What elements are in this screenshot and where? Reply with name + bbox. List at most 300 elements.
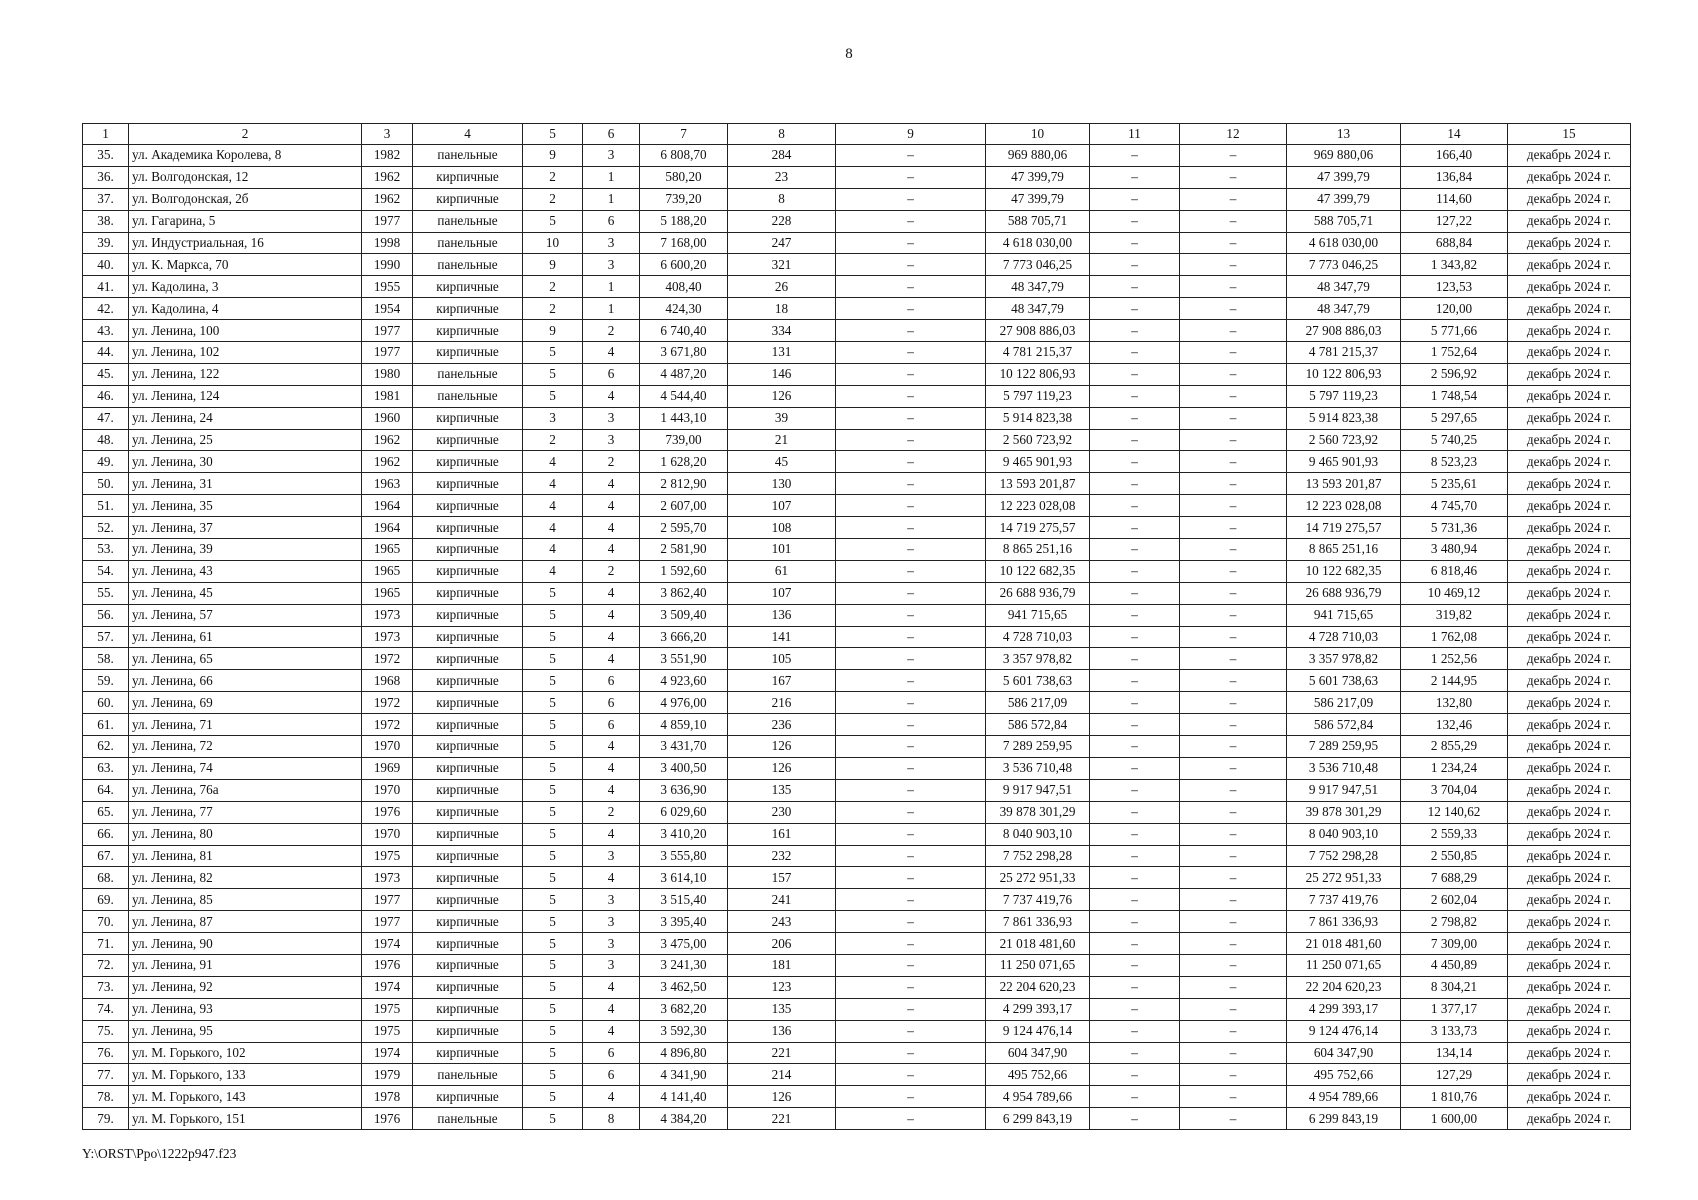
col12-cell: – [1180,823,1287,845]
residents-cell: 236 [728,714,836,736]
deadline-cell: декабрь 2024 г. [1508,648,1631,670]
fund-cost-cell: 4 618 030,00 [1287,232,1401,254]
year-cell: 1973 [362,626,413,648]
table-row [83,954,1631,976]
residents-cell: 232 [728,845,836,867]
deadline-cell: декабрь 2024 г. [1508,145,1631,167]
total-cost-cell: 39 878 301,29 [986,801,1090,823]
cost-per-sqm-cell: 132,80 [1401,692,1508,714]
floors-cell: 4 [523,473,583,495]
row-number-cell: 54. [83,560,129,582]
fund-cost-cell: 48 347,79 [1287,276,1401,298]
row-number-cell: 51. [83,495,129,517]
col9-cell: – [836,1108,986,1130]
col9-cell: – [836,582,986,604]
year-cell: 1970 [362,823,413,845]
year-cell: 1964 [362,495,413,517]
col12-cell: – [1180,757,1287,779]
address-cell: ул. Ленина, 82 [129,867,362,889]
col9-cell: – [836,232,986,254]
fund-cost-cell: 6 299 843,19 [1287,1108,1401,1130]
total-cost-cell: 48 347,79 [986,298,1090,320]
fund-cost-cell: 9 917 947,51 [1287,779,1401,801]
wall-material-cell: кирпичные [413,1042,523,1064]
entrances-cell: 4 [583,539,640,561]
table-row [83,320,1631,342]
col9-cell: – [836,998,986,1020]
year-cell: 1977 [362,889,413,911]
floors-cell: 5 [523,670,583,692]
col12-cell: – [1180,276,1287,298]
residents-cell: 23 [728,166,836,188]
cost-per-sqm-cell: 2 550,85 [1401,845,1508,867]
wall-material-cell: кирпичные [413,407,523,429]
deadline-cell: декабрь 2024 г. [1508,954,1631,976]
data-table-container [82,123,1630,1130]
table-row [83,517,1631,539]
col11-cell: – [1090,320,1180,342]
wall-material-cell: кирпичные [413,166,523,188]
wall-material-cell: кирпичные [413,1020,523,1042]
fund-cost-cell: 22 204 620,23 [1287,976,1401,998]
col12-cell: – [1180,954,1287,976]
col9-cell: – [836,670,986,692]
year-cell: 1975 [362,998,413,1020]
col9-cell: – [836,736,986,758]
deadline-cell: декабрь 2024 г. [1508,670,1631,692]
wall-material-cell: панельные [413,1108,523,1130]
cost-per-sqm-cell: 1 343,82 [1401,254,1508,276]
row-number-cell: 55. [83,582,129,604]
cost-per-sqm-cell: 319,82 [1401,604,1508,626]
entrances-cell: 6 [583,692,640,714]
col11-cell: – [1090,670,1180,692]
row-number-cell: 38. [83,210,129,232]
address-cell: ул. Ленина, 74 [129,757,362,779]
col11-cell: – [1090,1086,1180,1108]
col12-cell: – [1180,1020,1287,1042]
col9-cell: – [836,823,986,845]
entrances-cell: 4 [583,757,640,779]
fund-cost-cell: 3 536 710,48 [1287,757,1401,779]
cost-per-sqm-cell: 1 252,56 [1401,648,1508,670]
year-cell: 1976 [362,1108,413,1130]
col11-cell: – [1090,736,1180,758]
address-cell: ул. Ленина, 95 [129,1020,362,1042]
residents-cell: 284 [728,145,836,167]
fund-cost-cell: 25 272 951,33 [1287,867,1401,889]
total-cost-cell: 588 705,71 [986,210,1090,232]
floors-cell: 5 [523,1064,583,1086]
address-cell: ул. Кадолина, 3 [129,276,362,298]
deadline-cell: декабрь 2024 г. [1508,1042,1631,1064]
table-row [83,1108,1631,1130]
col12-cell: – [1180,670,1287,692]
fund-cost-cell: 3 357 978,82 [1287,648,1401,670]
total-cost-cell: 47 399,79 [986,188,1090,210]
column-header-1: 1 [83,124,129,145]
col12-cell: – [1180,648,1287,670]
total-cost-cell: 5 914 823,38 [986,407,1090,429]
address-cell: ул. Гагарина, 5 [129,210,362,232]
area-cell: 424,30 [640,298,728,320]
col9-cell: – [836,648,986,670]
cost-per-sqm-cell: 3 133,73 [1401,1020,1508,1042]
row-number-cell: 53. [83,539,129,561]
deadline-cell: декабрь 2024 г. [1508,1064,1631,1086]
residents-cell: 135 [728,998,836,1020]
col11-cell: – [1090,473,1180,495]
table-row [83,407,1631,429]
wall-material-cell: кирпичные [413,451,523,473]
total-cost-cell: 7 752 298,28 [986,845,1090,867]
row-number-cell: 46. [83,385,129,407]
deadline-cell: декабрь 2024 г. [1508,517,1631,539]
residents-cell: 167 [728,670,836,692]
total-cost-cell: 13 593 201,87 [986,473,1090,495]
cost-per-sqm-cell: 1 810,76 [1401,1086,1508,1108]
area-cell: 7 168,00 [640,232,728,254]
fund-cost-cell: 14 719 275,57 [1287,517,1401,539]
address-cell: ул. Ленина, 37 [129,517,362,539]
address-cell: ул. Волгодонская, 2б [129,188,362,210]
area-cell: 3 515,40 [640,889,728,911]
year-cell: 1969 [362,757,413,779]
fund-cost-cell: 47 399,79 [1287,188,1401,210]
total-cost-cell: 4 728 710,03 [986,626,1090,648]
total-cost-cell: 26 688 936,79 [986,582,1090,604]
cost-per-sqm-cell: 1 762,08 [1401,626,1508,648]
wall-material-cell: кирпичные [413,582,523,604]
table-row [83,736,1631,758]
table-row [83,867,1631,889]
area-cell: 3 475,00 [640,933,728,955]
row-number-cell: 35. [83,145,129,167]
column-header-13: 13 [1287,124,1401,145]
wall-material-cell: кирпичные [413,692,523,714]
col11-cell: – [1090,210,1180,232]
column-header-15: 15 [1508,124,1631,145]
col11-cell: – [1090,539,1180,561]
col11-cell: – [1090,363,1180,385]
deadline-cell: декабрь 2024 г. [1508,976,1631,998]
total-cost-cell: 48 347,79 [986,276,1090,298]
cost-per-sqm-cell: 5 297,65 [1401,407,1508,429]
col11-cell: – [1090,801,1180,823]
year-cell: 1975 [362,1020,413,1042]
floors-cell: 5 [523,626,583,648]
wall-material-cell: панельные [413,232,523,254]
residents-cell: 26 [728,276,836,298]
residents-cell: 243 [728,911,836,933]
cost-per-sqm-cell: 3 480,94 [1401,539,1508,561]
residents-cell: 214 [728,1064,836,1086]
row-number-cell: 50. [83,473,129,495]
total-cost-cell: 14 719 275,57 [986,517,1090,539]
deadline-cell: декабрь 2024 г. [1508,188,1631,210]
table-row [83,560,1631,582]
area-cell: 580,20 [640,166,728,188]
col12-cell: – [1180,1108,1287,1130]
deadline-cell: декабрь 2024 г. [1508,320,1631,342]
entrances-cell: 4 [583,867,640,889]
residents-cell: 131 [728,342,836,364]
floors-cell: 4 [523,560,583,582]
col11-cell: – [1090,933,1180,955]
area-cell: 2 581,90 [640,539,728,561]
col12-cell: – [1180,736,1287,758]
col11-cell: – [1090,1108,1180,1130]
area-cell: 3 555,80 [640,845,728,867]
year-cell: 1968 [362,670,413,692]
table-row [83,845,1631,867]
col12-cell: – [1180,385,1287,407]
entrances-cell: 6 [583,1064,640,1086]
floors-cell: 4 [523,451,583,473]
table-row [83,911,1631,933]
address-cell: ул. Ленина, 100 [129,320,362,342]
area-cell: 4 896,80 [640,1042,728,1064]
year-cell: 1980 [362,363,413,385]
cost-per-sqm-cell: 1 234,24 [1401,757,1508,779]
col9-cell: – [836,845,986,867]
fund-cost-cell: 26 688 936,79 [1287,582,1401,604]
col11-cell: – [1090,823,1180,845]
col11-cell: – [1090,342,1180,364]
col9-cell: – [836,188,986,210]
entrances-cell: 4 [583,626,640,648]
total-cost-cell: 586 217,09 [986,692,1090,714]
address-cell: ул. Ленина, 66 [129,670,362,692]
address-cell: ул. Ленина, 80 [129,823,362,845]
fund-cost-cell: 4 299 393,17 [1287,998,1401,1020]
residents-cell: 136 [728,1020,836,1042]
wall-material-cell: кирпичные [413,539,523,561]
total-cost-cell: 7 861 336,93 [986,911,1090,933]
table-row [83,385,1631,407]
row-number-cell: 57. [83,626,129,648]
residents-cell: 126 [728,1086,836,1108]
entrances-cell: 3 [583,954,640,976]
row-number-cell: 44. [83,342,129,364]
cost-per-sqm-cell: 10 469,12 [1401,582,1508,604]
col12-cell: – [1180,517,1287,539]
deadline-cell: декабрь 2024 г. [1508,342,1631,364]
address-cell: ул. Академика Королева, 8 [129,145,362,167]
wall-material-cell: кирпичные [413,670,523,692]
col11-cell: – [1090,845,1180,867]
entrances-cell: 4 [583,385,640,407]
col11-cell: – [1090,779,1180,801]
area-cell: 3 636,90 [640,779,728,801]
row-number-cell: 61. [83,714,129,736]
address-cell: ул. Ленина, 57 [129,604,362,626]
floors-cell: 5 [523,954,583,976]
floors-cell: 5 [523,867,583,889]
year-cell: 1962 [362,429,413,451]
entrances-cell: 2 [583,560,640,582]
fund-cost-cell: 48 347,79 [1287,298,1401,320]
fund-cost-cell: 5 914 823,38 [1287,407,1401,429]
col12-cell: – [1180,845,1287,867]
col11-cell: – [1090,429,1180,451]
cost-per-sqm-cell: 5 771,66 [1401,320,1508,342]
address-cell: ул. Ленина, 81 [129,845,362,867]
year-cell: 1972 [362,714,413,736]
table-row [83,298,1631,320]
cost-per-sqm-cell: 1 748,54 [1401,385,1508,407]
wall-material-cell: кирпичные [413,889,523,911]
row-number-cell: 39. [83,232,129,254]
column-number-header-row [83,124,1631,145]
year-cell: 1972 [362,648,413,670]
row-number-cell: 65. [83,801,129,823]
col11-cell: – [1090,1064,1180,1086]
entrances-cell: 6 [583,714,640,736]
cost-per-sqm-cell: 12 140,62 [1401,801,1508,823]
address-cell: ул. Ленина, 24 [129,407,362,429]
fund-cost-cell: 12 223 028,08 [1287,495,1401,517]
wall-material-cell: панельные [413,210,523,232]
col12-cell: – [1180,342,1287,364]
area-cell: 1 443,10 [640,407,728,429]
column-header-9: 9 [836,124,986,145]
deadline-cell: декабрь 2024 г. [1508,779,1631,801]
total-cost-cell: 4 299 393,17 [986,998,1090,1020]
total-cost-cell: 27 908 886,03 [986,320,1090,342]
row-number-cell: 73. [83,976,129,998]
table-row [83,473,1631,495]
wall-material-cell: кирпичные [413,976,523,998]
fund-cost-cell: 586 217,09 [1287,692,1401,714]
fund-cost-cell: 4 954 789,66 [1287,1086,1401,1108]
address-cell: ул. Ленина, 69 [129,692,362,714]
table-row [83,801,1631,823]
address-cell: ул. Ленина, 45 [129,582,362,604]
wall-material-cell: кирпичные [413,823,523,845]
col12-cell: – [1180,254,1287,276]
address-cell: ул. Ленина, 91 [129,954,362,976]
col9-cell: – [836,757,986,779]
address-cell: ул. Ленина, 85 [129,889,362,911]
col9-cell: – [836,1042,986,1064]
residents-cell: 135 [728,779,836,801]
cost-per-sqm-cell: 2 559,33 [1401,823,1508,845]
area-cell: 2 595,70 [640,517,728,539]
area-cell: 3 395,40 [640,911,728,933]
fund-cost-cell: 7 737 419,76 [1287,889,1401,911]
address-cell: ул. Ленина, 30 [129,451,362,473]
address-cell: ул. Ленина, 72 [129,736,362,758]
entrances-cell: 4 [583,779,640,801]
col9-cell: – [836,451,986,473]
year-cell: 1970 [362,736,413,758]
fund-cost-cell: 604 347,90 [1287,1042,1401,1064]
fund-cost-cell: 4 781 215,37 [1287,342,1401,364]
table-row [83,342,1631,364]
area-cell: 4 923,60 [640,670,728,692]
wall-material-cell: кирпичные [413,276,523,298]
col12-cell: – [1180,166,1287,188]
col11-cell: – [1090,560,1180,582]
deadline-cell: декабрь 2024 г. [1508,473,1631,495]
wall-material-cell: кирпичные [413,757,523,779]
year-cell: 1976 [362,801,413,823]
entrances-cell: 1 [583,188,640,210]
cost-per-sqm-cell: 5 740,25 [1401,429,1508,451]
col9-cell: – [836,933,986,955]
col12-cell: – [1180,451,1287,473]
address-cell: ул. Ленина, 61 [129,626,362,648]
area-cell: 4 141,40 [640,1086,728,1108]
cost-per-sqm-cell: 136,84 [1401,166,1508,188]
col9-cell: – [836,626,986,648]
entrances-cell: 4 [583,517,640,539]
col12-cell: – [1180,210,1287,232]
col11-cell: – [1090,232,1180,254]
fund-cost-cell: 11 250 071,65 [1287,954,1401,976]
column-header-4: 4 [413,124,523,145]
total-cost-cell: 941 715,65 [986,604,1090,626]
col9-cell: – [836,473,986,495]
floors-cell: 5 [523,757,583,779]
area-cell: 2 812,90 [640,473,728,495]
residents-cell: 107 [728,495,836,517]
residents-cell: 39 [728,407,836,429]
row-number-cell: 74. [83,998,129,1020]
deadline-cell: декабрь 2024 г. [1508,714,1631,736]
row-number-cell: 76. [83,1042,129,1064]
col12-cell: – [1180,911,1287,933]
total-cost-cell: 10 122 806,93 [986,363,1090,385]
col9-cell: – [836,867,986,889]
area-cell: 3 462,50 [640,976,728,998]
wall-material-cell: кирпичные [413,473,523,495]
wall-material-cell: кирпичные [413,429,523,451]
table-row [83,823,1631,845]
floors-cell: 9 [523,145,583,167]
year-cell: 1973 [362,604,413,626]
area-cell: 6 740,40 [640,320,728,342]
address-cell: ул. Ленина, 43 [129,560,362,582]
wall-material-cell: кирпичные [413,801,523,823]
col9-cell: – [836,210,986,232]
area-cell: 3 592,30 [640,1020,728,1042]
table-row [83,714,1631,736]
area-cell: 3 682,20 [640,998,728,1020]
wall-material-cell: кирпичные [413,954,523,976]
col11-cell: – [1090,188,1180,210]
year-cell: 1979 [362,1064,413,1086]
row-number-cell: 48. [83,429,129,451]
row-number-cell: 62. [83,736,129,758]
address-cell: ул. М. Горького, 143 [129,1086,362,1108]
cost-per-sqm-cell: 123,53 [1401,276,1508,298]
row-number-cell: 59. [83,670,129,692]
year-cell: 1974 [362,976,413,998]
entrances-cell: 4 [583,495,640,517]
total-cost-cell: 25 272 951,33 [986,867,1090,889]
row-number-cell: 68. [83,867,129,889]
file-path-footer: Y:\ORST\Ppo\1222p947.f23 [82,1146,237,1161]
table-row [83,145,1631,167]
housing-repair-table [82,123,1631,1130]
cost-per-sqm-cell: 4 745,70 [1401,495,1508,517]
floors-cell: 9 [523,254,583,276]
col12-cell: – [1180,1042,1287,1064]
year-cell: 1955 [362,276,413,298]
floors-cell: 4 [523,517,583,539]
